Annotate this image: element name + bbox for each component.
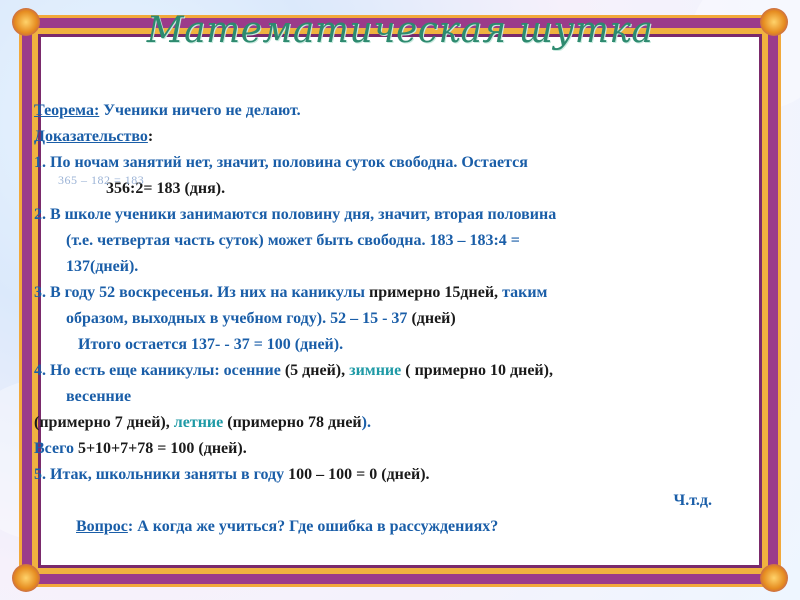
point-3-line-3: Итого остается 137- - 37 = 100 (дней). — [78, 336, 344, 353]
point-1-result: 356:2= 183 (дня). — [106, 180, 226, 197]
point-5-text: 5. Итак, школьники заняты в году — [34, 466, 285, 483]
qed-line: Ч.т.д. — [673, 492, 712, 509]
point-3-text: 3. В году 52 воскресенья. Из них на каникулы — [34, 284, 369, 301]
point-4-line-2: весенние — [66, 388, 132, 405]
point-4-autumn-days: (5 дней), — [284, 362, 346, 379]
point-3-weekend-days: примерно 15дней, — [368, 284, 499, 301]
point-2-line-1: 2. В школе ученики занимаются половину дня, значит, вторая половина — [34, 206, 557, 223]
question-line — [34, 514, 764, 540]
point-4-spring-days: (примерно 7 дней), — [34, 414, 170, 431]
point-3-unit: (дней) — [411, 310, 456, 327]
proof-label: Доказательство — [34, 128, 148, 145]
point-1-line-1: 1. По ночам занятий нет, значит, половина суток свободна. Остается — [34, 154, 528, 171]
proof-colon: : — [147, 128, 154, 145]
point-4-winter-days: ( примерно 10 дней), — [405, 362, 553, 379]
point-2-line-3: 137(дней). — [66, 258, 139, 275]
theorem-line — [34, 98, 764, 124]
frame-corner-ornament — [760, 564, 788, 592]
total-line — [34, 436, 764, 462]
point-4-end: ). — [361, 414, 371, 431]
point-4-winter: зимние — [345, 362, 406, 379]
point-4-line-3 — [34, 410, 764, 436]
frame-corner-ornament — [12, 564, 40, 592]
proof-label-line — [34, 124, 764, 150]
point-2-line-2: (т.е. четвертая часть суток) может быть свободна. 183 – 183:4 = — [66, 232, 520, 249]
question-label: Вопрос — [76, 518, 128, 535]
question-text: : А когда же учиться? Где ошибка в рассуждениях? — [127, 518, 499, 535]
theorem-label: Теорема: — [34, 102, 100, 119]
point-3-text-end: таким — [498, 284, 548, 301]
point-4-summer: летние — [169, 414, 228, 431]
total-calc: 5+10+7+78 = 100 (дней). — [73, 440, 247, 457]
total-label: Всего — [34, 440, 74, 457]
point-3-line-1 — [34, 280, 764, 306]
point-4-summer-days: (примерно 78 дней — [227, 414, 362, 431]
point-3-line-2 — [34, 306, 764, 332]
point-3-calc: образом, выходных в учебном году). 52 – 15 - 37 — [66, 310, 412, 327]
faded-calculation: 365 – 182 = 183 — [58, 173, 145, 187]
proof-content — [34, 98, 764, 540]
point-5-line — [34, 462, 764, 488]
theorem-text: Ученики ничего не делают. — [99, 102, 301, 119]
slide-title: Математическая шутка — [146, 10, 654, 51]
point-4-line-1 — [34, 358, 764, 384]
point-1-line-2 — [34, 173, 764, 202]
point-5-calc: 100 – 100 = 0 (дней). — [284, 466, 430, 483]
point-4-autumn: 4. Но есть еще каникулы: осенние — [34, 362, 285, 379]
